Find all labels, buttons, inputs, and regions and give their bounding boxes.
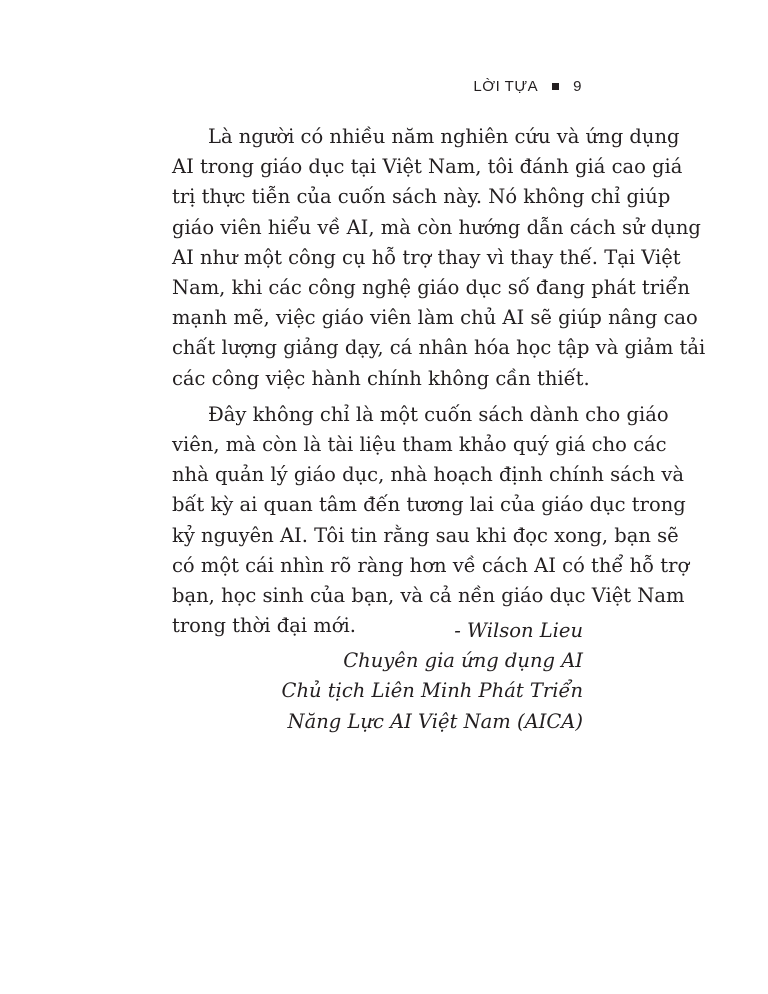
- author-title-line1: Chủ tịch Liên Minh Phát Triển: [281, 679, 583, 703]
- text-line: trong thời đại mới.: [172, 614, 356, 638]
- author-role: Chuyên gia ứng dụng AI: [343, 649, 583, 673]
- text-line: có một cái nhìn rõ ràng hơn về cách AI có thể hỗ trợ: [172, 553, 690, 577]
- text-line: bạn, học sinh của bạn, và cả nền giáo dục Việt Nam: [172, 584, 685, 608]
- text-line: các công việc hành chính không cần thiết.: [172, 366, 590, 390]
- paragraph-1: [172, 122, 706, 394]
- text-line: Nam, khi các công nghệ giáo dục số đang phát triển: [172, 276, 690, 300]
- signature-block: [282, 616, 583, 737]
- text-line: kỷ nguyên AI. Tôi tin rằng sau khi đọc xong, bạn sẽ: [172, 523, 679, 547]
- author-title-line2: Năng Lực AI Việt Nam (AICA): [287, 709, 583, 733]
- text-line: mạnh mẽ, việc giáo viên làm chủ AI sẽ giúp nâng cao: [172, 306, 698, 330]
- running-header: [473, 78, 582, 95]
- text-line: bất kỳ ai quan tâm đến tương lai của giáo dục trong: [172, 493, 686, 517]
- paragraph-2: [172, 400, 690, 642]
- text-line: chất lượng giảng dạy, cá nhân hóa học tập và giảm tải: [172, 336, 706, 360]
- square-bullet-icon: [552, 83, 559, 90]
- text-line: nhà quản lý giáo dục, nhà hoạch định chính sách và: [172, 463, 685, 487]
- text-line: viên, mà còn là tài liệu tham khảo quý giá cho các: [172, 433, 667, 457]
- text-line: Là người có nhiều năm nghiên cứu và ứng dụng: [208, 125, 680, 148]
- author-name: - Wilson Lieu: [454, 619, 583, 642]
- text-line: AI như một công cụ hỗ trợ thay vì thay thế. Tại Việt: [172, 245, 681, 269]
- text-line: trị thực tiễn của cuốn sách này. Nó không chỉ giúp: [172, 185, 671, 209]
- text-line: Đây không chỉ là một cuốn sách dành cho giáo: [208, 402, 669, 426]
- chapter-title: LỜI TỰA: [473, 78, 539, 95]
- text-line: AI trong giáo dục tại Việt Nam, tôi đánh giá cao giá: [172, 155, 683, 179]
- body-text: [172, 122, 706, 641]
- text-line: giáo viên hiểu về AI, mà còn hướng dẫn cách sử dụng: [172, 215, 701, 239]
- page-number: 9: [573, 78, 582, 95]
